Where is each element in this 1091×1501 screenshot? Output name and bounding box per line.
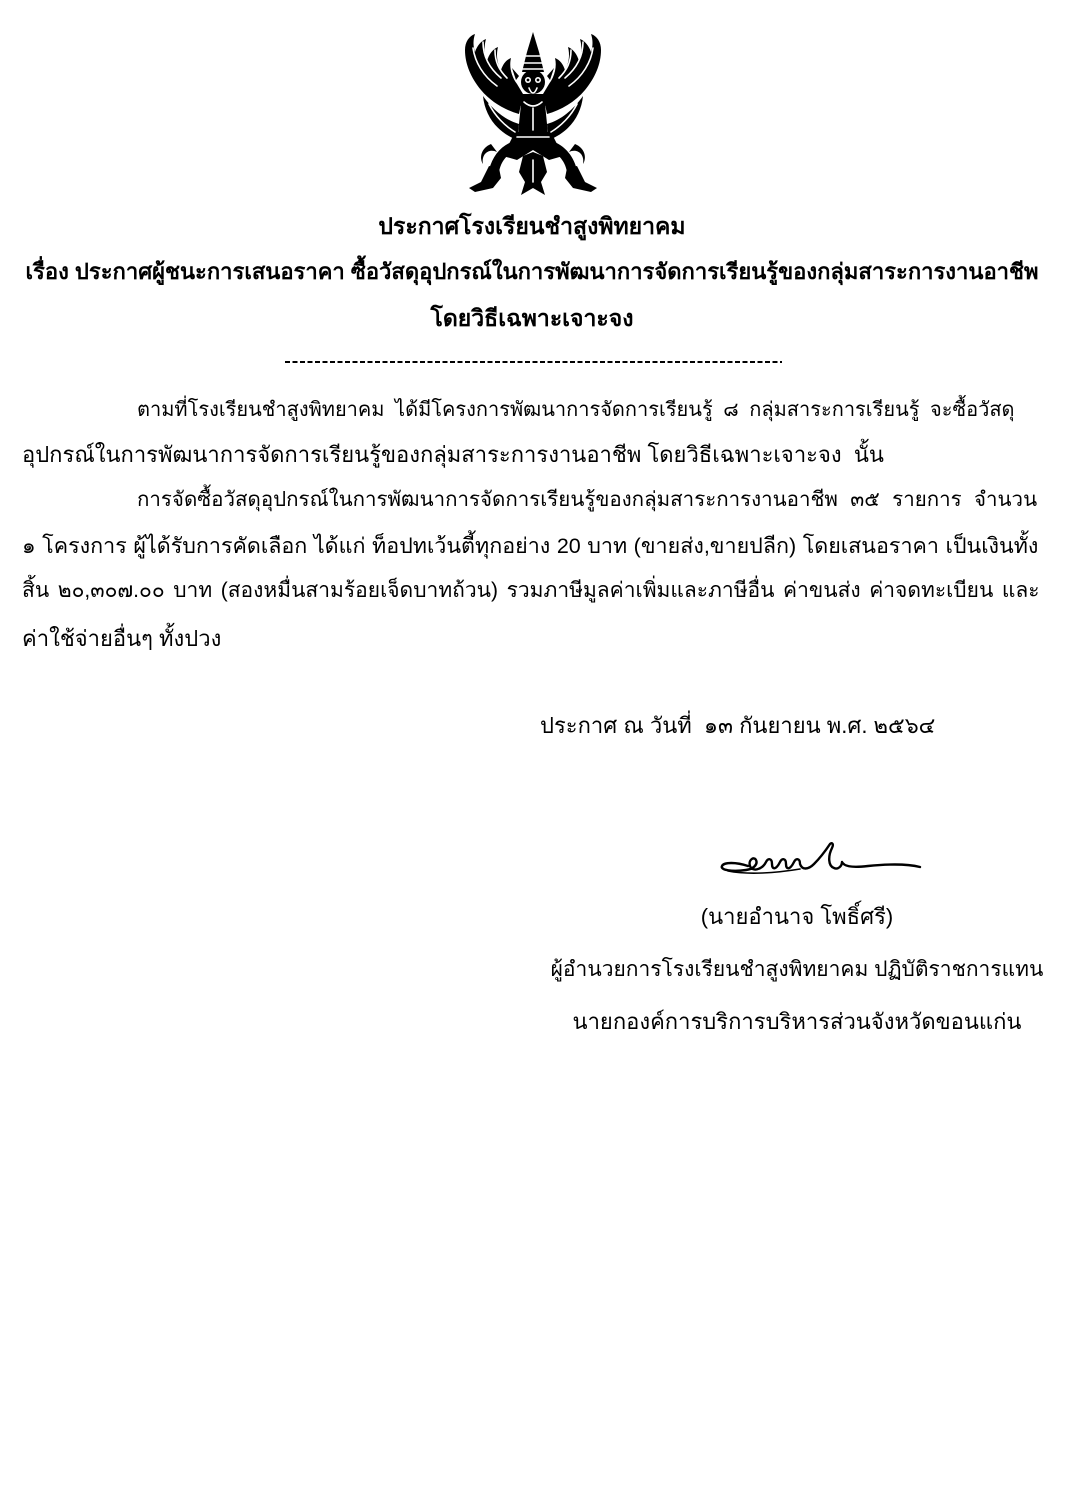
page-title: ประกาศโรงเรียนชำสูงพิทยาคม <box>378 213 686 239</box>
paragraph-text: สิ้น ๒๐,๓๐๗.๐๐ บาท (สองหมื่นสามร้อยเจ็ดบาทถ้วน) รวมภาษีมูลค่าเพิ่มและภาษีอื่น ค่าขนส่ง ค่าจดทะเบียน และ <box>22 579 1040 602</box>
signatory-position-line <box>547 950 1047 990</box>
garuda-emblem <box>453 32 613 197</box>
paragraph-2-line-4 <box>22 619 1038 659</box>
announcement-date <box>540 706 1040 746</box>
paragraph-2-line-3 <box>22 571 1040 611</box>
procurement-method: โดยวิธีเฉพาะเจาะจง <box>430 305 634 331</box>
paragraph-text: ตามที่โรงเรียนชำสูงพิทยาคม ได้มีโครงการพัฒนาการจัดการเรียนรู้ ๘ กลุ่มสาระการเรียนรู้ จะซื้อวัสดุ <box>137 399 1015 421</box>
paragraph-text: การจัดซื้อวัสดุอุปกรณ์ในการพัฒนาการจัดการเรียนรู้ของกลุ่มสาระการงานอาชีพ ๓๕ รายการ จำนวน <box>137 488 1038 511</box>
signatory-name-line <box>547 897 1047 937</box>
signatory-position: ผู้อำนวยการโรงเรียนชำสูงพิทยาคม ปฏิบัติราชการแทน <box>550 958 1044 981</box>
signatory-on-behalf: นายกองค์การบริการบริหารส่วนจังหวัดขอนแก่น <box>572 1009 1022 1034</box>
paragraph-text: ๑ โครงการ ผู้ได้รับการคัดเลือก ได้แก่ ท็อปทเว้นตี้ทุกอย่าง 20 บาท (ขายส่ง,ขายปลีก) โดยเสนอราคา เป็นเงินทั้ง <box>22 534 1039 558</box>
paragraph-1-line-1 <box>137 390 1015 430</box>
date-text: ประกาศ ณ วันที่ ๑๓ กันยายน พ.ศ. ๒๕๖๔ <box>540 713 936 738</box>
signatory-on-behalf-line <box>547 1002 1047 1042</box>
paragraph-text: ค่าใช้จ่ายอื่นๆ ทั้งปวง <box>22 626 222 651</box>
paragraph-1-line-2 <box>22 435 1038 475</box>
paragraph-text: อุปกรณ์ในการพัฒนาการจัดการเรียนรู้ของกลุ่มสาระการงานอาชีพ โดยวิธีเฉพาะเจาะจง นั้น <box>22 442 884 467</box>
announcement-subject-line <box>20 252 1044 292</box>
announcement-subject: เรื่อง ประกาศผู้ชนะการเสนอราคา ซื้อวัสดุอุปกรณ์ในการพัฒนาการจัดการเรียนรู้ของกลุ่มสาระการงานอาชีพ <box>25 259 1039 284</box>
paragraph-2-line-2 <box>22 526 1038 566</box>
paragraph-2-line-1 <box>137 480 1037 520</box>
signatory-name: (นายอำนาจ โพธิ์ศรี) <box>700 904 894 929</box>
procurement-method-line <box>20 298 1044 338</box>
divider-line <box>285 361 782 363</box>
page-title-line <box>20 206 1044 246</box>
handwritten-signature <box>718 836 923 884</box>
